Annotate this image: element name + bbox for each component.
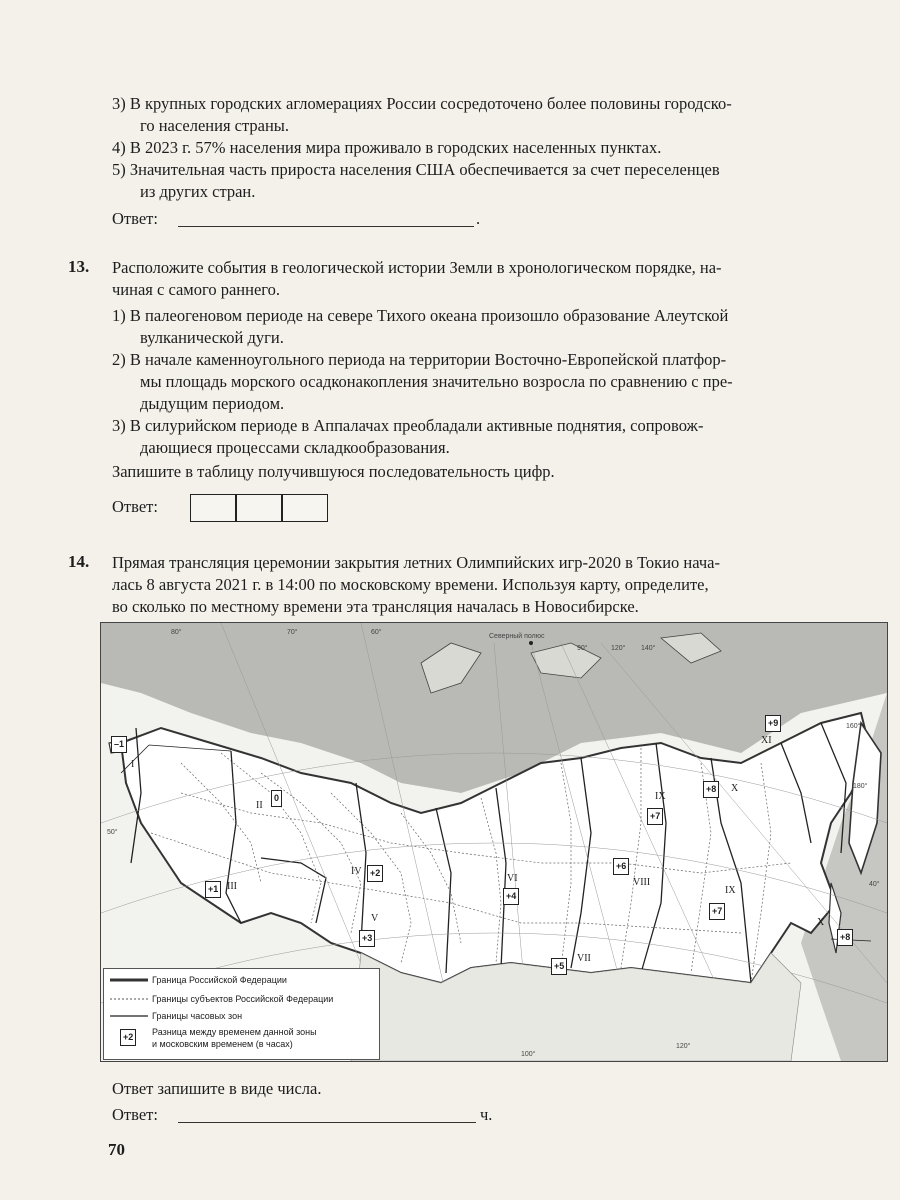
zone-roman: VII xyxy=(577,953,591,964)
degree-label: 160° xyxy=(846,723,861,730)
question-13-text-1: Расположите события в геологической истории Земли в хронологическом порядке, на- xyxy=(112,258,722,277)
event-2-line-2: мы площадь морского осадконакопления значительно возросла по сравнению с пре- xyxy=(140,372,733,391)
zone-box: +2 xyxy=(367,865,383,882)
event-3-line-2: дающиеся процессами складкообразования. xyxy=(140,438,450,457)
degree-label: 90° xyxy=(577,645,588,652)
question-14-text-3: во сколько по местному времени эта трансляция началась в Новосибирске. xyxy=(112,597,639,616)
option-5-line-1: 5) Значительная часть прироста населения США обеспечивается за счет переселенцев xyxy=(112,160,720,179)
map-legend xyxy=(103,968,380,1060)
zone-roman: IX xyxy=(655,791,666,802)
subject-border-symbol xyxy=(110,996,148,1002)
zone-box: +7 xyxy=(647,808,663,825)
zone-box: +4 xyxy=(503,888,519,905)
degree-label: 60° xyxy=(371,629,382,636)
degree-label: 120° xyxy=(676,1043,691,1050)
degree-label: 180° xyxy=(853,783,868,790)
legend-timezone-borders: Границы часовых зон xyxy=(152,1011,243,1021)
option-5-line-2: из других стран. xyxy=(140,182,256,201)
legend-difference-1: Разница между временем данной зоны xyxy=(152,1027,317,1037)
zone-box: +6 xyxy=(613,858,629,875)
zone-roman: X xyxy=(731,783,739,794)
question-14-number: 14. xyxy=(68,552,90,571)
zone-roman: V xyxy=(371,913,379,924)
degree-label: 80° xyxy=(171,629,182,636)
zone-roman: IX xyxy=(725,885,736,896)
legend-sample-box: +2 xyxy=(120,1029,136,1046)
question-13-number: 13. xyxy=(68,257,90,276)
zone-box: +9 xyxy=(765,715,781,732)
question-14-answer-label: Ответ: xyxy=(112,1105,158,1124)
federation-border-symbol xyxy=(110,977,148,983)
zone-box: +8 xyxy=(837,929,853,946)
page-number: 70 xyxy=(108,1140,125,1159)
prev-answer-line[interactable] xyxy=(178,226,474,227)
event-2-line-3: дыдущим периодом. xyxy=(140,394,285,413)
zone-roman: IV xyxy=(351,866,362,877)
legend-difference-2: и московским временем (в часах) xyxy=(152,1039,293,1049)
event-1-line-1: 1) В палеогеновом периоде на севере Тихого океана произошло образование Алеутской xyxy=(112,306,729,325)
question-14-text-2: лась 8 августа 2021 г. в 14:00 по московскому времени. Используя карту, определите, xyxy=(112,575,709,594)
question-13-instruction: Запишите в таблицу получившуюся последовательность цифр. xyxy=(112,462,555,481)
zone-box: +5 xyxy=(551,958,567,975)
zone-roman: III xyxy=(227,881,237,892)
degree-label: 70° xyxy=(287,629,298,636)
legend-federation-border: Граница Российской Федерации xyxy=(152,975,287,985)
question-13-answer-label: Ответ: xyxy=(112,497,158,516)
zone-box: +7 xyxy=(709,903,725,920)
zone-roman: X xyxy=(817,917,825,928)
answer-unit: ч. xyxy=(480,1105,493,1124)
event-3-line-1: 3) В силурийском периоде в Аппалачах преобладали активные поднятия, сопровож- xyxy=(112,416,704,435)
timezone-border-symbol xyxy=(110,1013,148,1019)
option-3-line-1: 3) В крупных городских агломерациях России сосредоточено более половины городско- xyxy=(112,94,732,113)
zone-box: +1 xyxy=(205,881,221,898)
answer-cell-2[interactable] xyxy=(236,494,282,522)
question-14-instruction: Ответ запишите в виде числа. xyxy=(112,1079,322,1098)
zone-roman: VIII xyxy=(633,877,651,888)
option-4: 4) В 2023 г. 57% населения мира проживало в городских населенных пунктах. xyxy=(112,138,662,157)
question-14-text-1: Прямая трансляция церемонии закрытия летних Олимпийских игр-2020 в Токио нача- xyxy=(112,553,721,572)
zone-box: –1 xyxy=(111,736,127,753)
prev-answer-label: Ответ: xyxy=(112,209,158,228)
degree-label: 40° xyxy=(869,881,880,888)
zone-roman: XI xyxy=(761,735,772,746)
answer-cell-1[interactable] xyxy=(190,494,236,522)
legend-subject-borders: Границы субъектов Российской Федерации xyxy=(152,994,334,1004)
degree-label: 140° xyxy=(641,645,656,652)
question-14-answer-line[interactable] xyxy=(178,1122,476,1123)
zone-roman: VI xyxy=(507,873,518,884)
degree-label: 50° xyxy=(107,829,118,836)
question-13-text-2: чиная с самого раннего. xyxy=(112,280,281,299)
north-pole-label: Северный полюс xyxy=(489,633,545,640)
degree-label: 100° xyxy=(521,1051,536,1058)
zone-box: +8 xyxy=(703,781,719,798)
zone-box: +3 xyxy=(359,930,375,947)
zone-box: 0 xyxy=(271,790,282,807)
event-1-line-2: вулканической дуги. xyxy=(140,328,284,347)
zone-roman: II xyxy=(256,800,263,811)
degree-label: 120° xyxy=(611,645,626,652)
answer-cell-3[interactable] xyxy=(282,494,328,522)
option-3-line-2: го населения страны. xyxy=(140,116,290,135)
zone-roman: I xyxy=(131,759,135,770)
event-2-line-1: 2) В начале каменноугольного периода на территории Восточно-Европейской платфор- xyxy=(112,350,727,369)
prev-answer-suffix: . xyxy=(476,209,481,228)
